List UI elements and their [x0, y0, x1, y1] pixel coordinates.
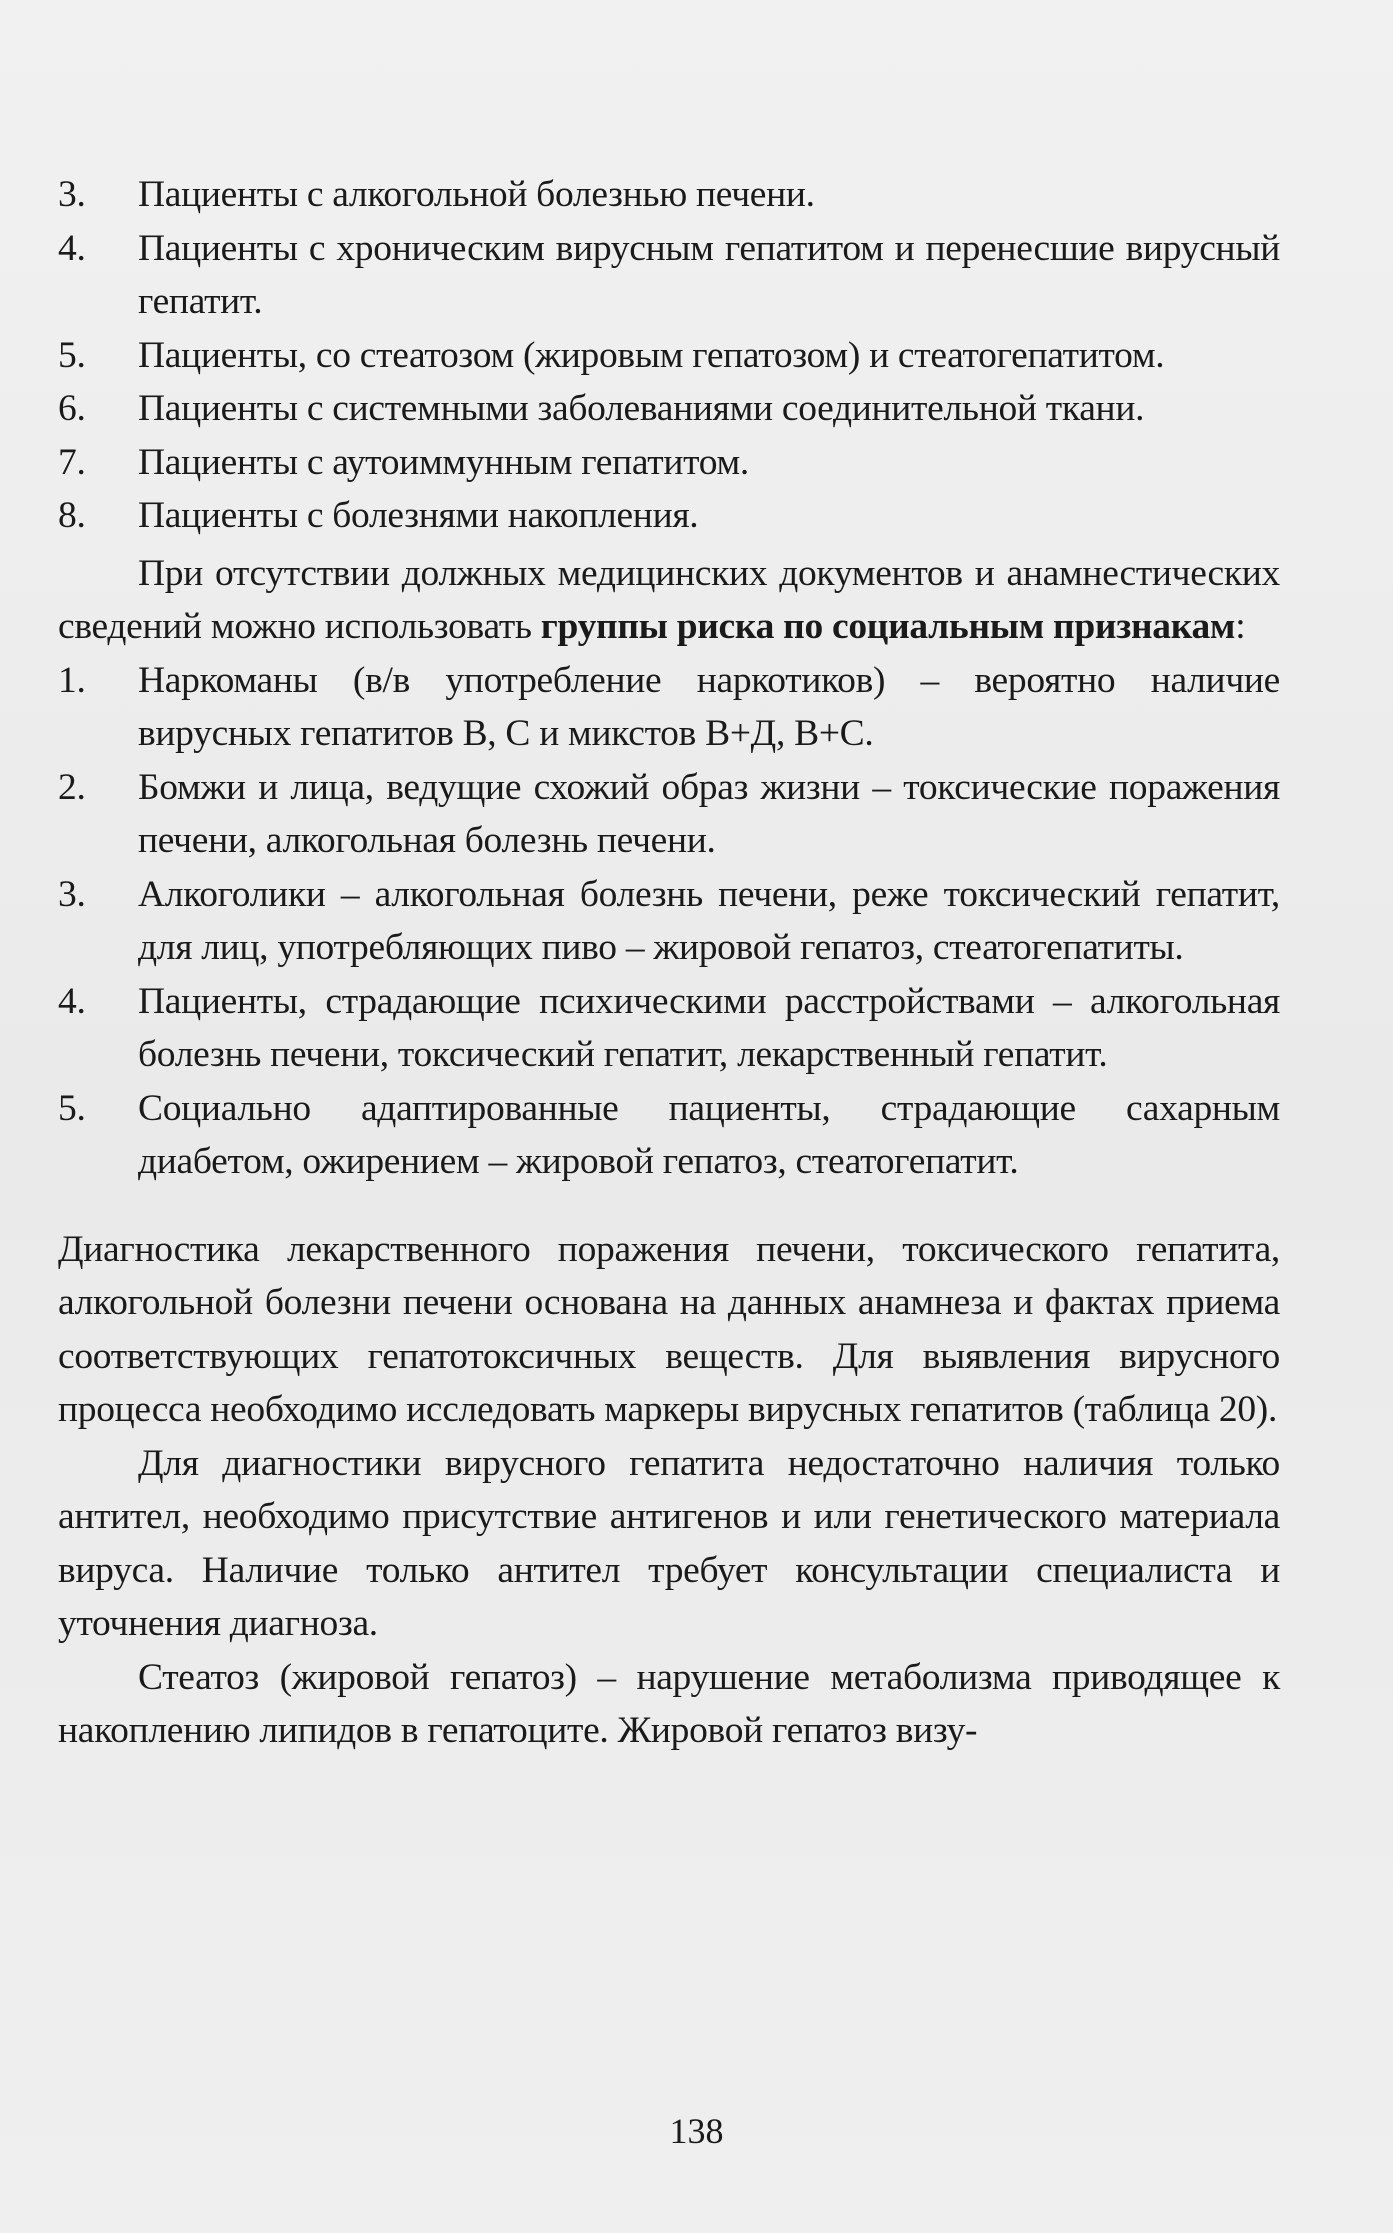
list-item: [58, 168, 1280, 222]
list-item: [58, 761, 1280, 868]
list-number: 5.: [58, 334, 86, 376]
page-number: 138: [669, 2111, 724, 2151]
list-number: 5.: [58, 1087, 86, 1129]
list-number: 6.: [58, 388, 86, 429]
list-number: 3.: [58, 174, 86, 215]
list-text: Пациенты, со стеатозом (жировым гепатозом) и стеатогепатитом.: [138, 334, 1165, 376]
list-item: [58, 868, 1280, 975]
list-item: [58, 654, 1280, 761]
list-text: Наркоманы (в/в употребление наркотиков) – вероятно наличие вирусных гепатитов В, С и микстов В+Д, В+С.: [138, 659, 1280, 754]
list-number: 7.: [58, 441, 86, 483]
list-text: Пациенты с аутоиммунным гепатитом.: [138, 441, 749, 483]
list-number: 4.: [58, 980, 86, 1022]
list-text: Пациенты с болезнями накопления.: [138, 495, 699, 536]
list-text: Алкоголики – алкогольная болезнь печени, реже токсический гепатит, для лиц, употребляющих пиво – жировой гепатоз, стеатогепатиты.: [138, 873, 1280, 968]
list-item: [58, 436, 1280, 490]
page-body: [58, 168, 1280, 1758]
list-number: 8.: [58, 495, 86, 536]
list-number: 3.: [58, 873, 86, 915]
list-item: [58, 1082, 1280, 1189]
intro-paragraph: [58, 547, 1280, 654]
list-text: Пациенты с алкогольной болезнью печени.: [138, 174, 815, 215]
list-text: Бомжи и лица, ведущие схожий образ жизни – токсические поражения печени, алкогольная болезнь печени.: [138, 766, 1280, 861]
intro-text: При отсутствии должных медицинских документов и анамнестических сведений можно использовать: [58, 552, 1280, 647]
list-text: Социально адаптированные пациенты, страдающие сахарным диабетом, ожирением – жировой гепатоз, стеатогепатит.: [138, 1087, 1280, 1182]
intro-colon: :: [1235, 606, 1246, 647]
list-item: [58, 222, 1280, 329]
viral-diagnostics-paragraph: Для диагностики вирусного гепатита недостаточно наличия только антител, необходимо присутствие антигенов и или генетического материала вируса. Наличие только антител требует консультации специалиста и уточнения диагноза.: [58, 1442, 1280, 1644]
list-number: 4.: [58, 227, 86, 269]
list-text: Пациенты с хроническим вирусным гепатитом и перенесшие вирусный гепатит.: [138, 227, 1280, 322]
list-number: 2.: [58, 766, 86, 808]
list-item: [58, 382, 1280, 436]
diagnostics-paragraph: Диагностика лекарственного поражения печени, токсического гепатита, алкогольной болезни печени основана на данных анамнеза и фактах приема соответствующих гепатотоксичных веществ. Для выявления вирусного процесса необходимо исследовать маркеры вирусных гепатитов (таблица 20).: [58, 1228, 1280, 1430]
list-number: 1.: [58, 659, 86, 701]
intro-bold-text: группы риска по социальным признакам: [540, 606, 1236, 647]
steatosis-paragraph: Стеатоз (жировой гепатоз) – нарушение метаболизма приводящее к накоплению липидов в гепатоците. Жировой гепатоз визу-: [58, 1656, 1280, 1751]
list-text: Пациенты, страдающие психическими расстройствами – алкогольная болезнь печени, токсический гепатит, лекарственный гепатит.: [138, 980, 1280, 1075]
list-text: Пациенты с системными заболеваниями соединительной ткани.: [138, 388, 1145, 429]
list-item: [58, 489, 1280, 543]
list-item: [58, 329, 1280, 383]
list-item: [58, 975, 1280, 1082]
